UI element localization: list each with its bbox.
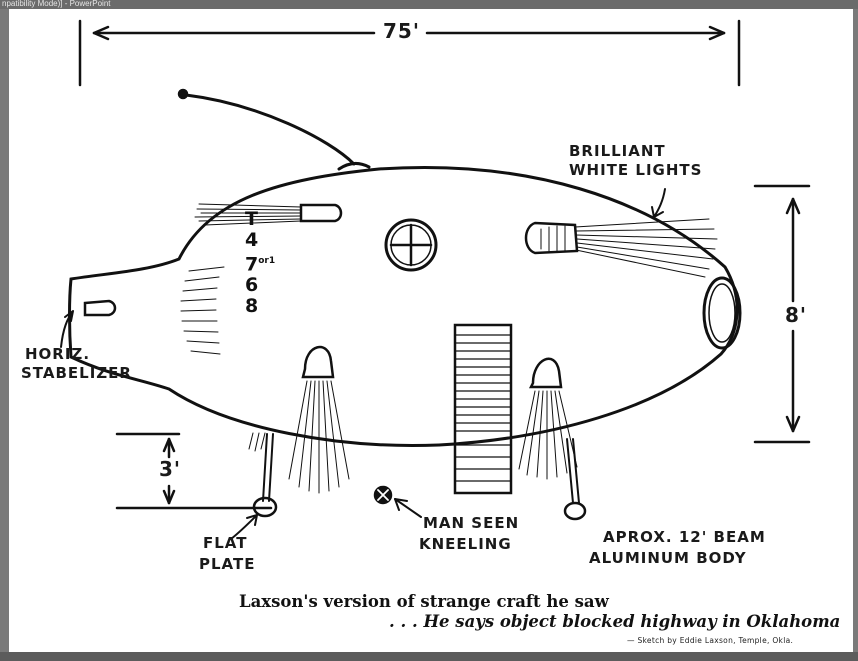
caption-line-1: Laxson's version of strange craft he saw (239, 592, 609, 611)
serial-number (245, 209, 275, 317)
serial-digit: 4 (245, 229, 259, 251)
clearance-dimension (117, 434, 271, 508)
serial-digit: T (245, 208, 258, 230)
caption-line-2: . . . He says object blocked highway in Oklahoma (389, 612, 841, 631)
porthole-window (386, 220, 436, 270)
sketch-credit: — Sketch by Eddie Laxson, Temple, Okla. (627, 636, 794, 645)
stabilizer-label: HORIZ. STABELIZER (21, 345, 132, 382)
slide-canvas (9, 9, 853, 652)
man-kneeling-marker (375, 487, 421, 517)
serial-digit: 6 (245, 274, 259, 297)
window-title-bar (0, 0, 858, 9)
height-label: 8' (785, 303, 808, 327)
door-steps (455, 325, 511, 493)
clearance-label: 3' (159, 457, 182, 481)
landing-leg-rear (249, 433, 276, 516)
man-kneeling-label: MAN SEEN KNEELING (419, 514, 520, 553)
status-bar (0, 652, 858, 661)
landing-leg-front (565, 439, 585, 519)
tail-shading (181, 267, 224, 354)
antenna (179, 90, 369, 169)
flat-plate-label: FLAT PLATE (199, 534, 256, 573)
serial-digit: 8 (245, 295, 259, 318)
craft-body (70, 167, 738, 445)
beam-aluminum-label: APROX. 12' BEAM ALUMINUM BODY (589, 528, 766, 567)
stabilizer (85, 301, 115, 315)
window-title: npatibility Mode)] - PowerPoint (2, 0, 111, 8)
lights-arrow (652, 189, 665, 217)
lights-label: BRILLIANT WHITE LIGHTS (569, 142, 703, 179)
front-light (526, 219, 717, 277)
length-label: 75' (383, 19, 420, 43)
serial-digit-with-alt: $7^{or1}$ (245, 253, 276, 276)
rear-landing-light (289, 347, 349, 493)
